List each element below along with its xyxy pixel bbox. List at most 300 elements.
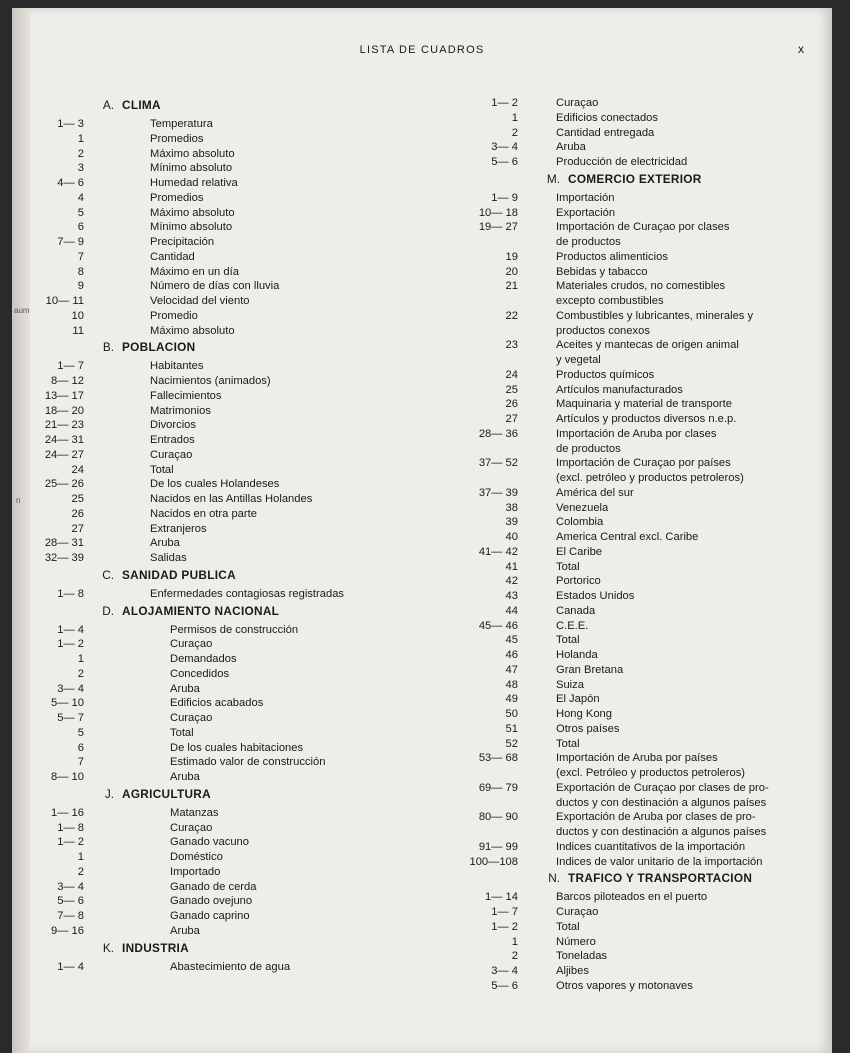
table-entry	[32, 894, 452, 909]
table-title: Importación de Aruba por clases	[556, 427, 717, 440]
section-letter: K.	[102, 940, 114, 955]
table-title: y vegetal	[556, 354, 601, 366]
section-heading	[32, 602, 452, 623]
table-number: 4	[77, 191, 84, 204]
table-entry	[460, 191, 840, 206]
table-entry	[32, 667, 452, 682]
table-number: 10— 18	[478, 206, 518, 219]
table-entry	[32, 696, 452, 711]
table-title: Maquinaria y material de transporte	[556, 398, 732, 411]
table-entry	[32, 191, 452, 206]
section-letter: A.	[102, 98, 114, 112]
table-title: (excl. Petróleo y productos petroleros)	[556, 767, 746, 779]
table-number: 5— 10	[51, 697, 84, 710]
section-title: AGRICULTURA	[122, 786, 211, 801]
table-title: Nacimientos (animados)	[150, 375, 271, 387]
table-title: Total	[170, 726, 194, 739]
table-number: 52	[505, 737, 518, 750]
table-title: Total	[150, 463, 174, 476]
table-number: 19— 27	[478, 221, 518, 234]
table-number: 1— 7	[57, 360, 84, 373]
table-title: Máximo en un día	[150, 265, 239, 278]
table-number: 24	[71, 463, 84, 476]
table-entry	[460, 111, 840, 126]
table-title: Productos químicos	[556, 368, 655, 381]
table-number: 45	[505, 634, 518, 647]
table-number	[460, 796, 518, 811]
table-entry	[32, 507, 452, 522]
table-number: 3— 4	[491, 141, 518, 154]
table-entry	[460, 250, 840, 265]
section-title: POBLACION	[122, 340, 196, 355]
table-title: Ganado vacuno	[170, 836, 249, 849]
table-entry	[460, 294, 840, 309]
table-entry	[460, 825, 840, 840]
table-title: Aruba	[170, 924, 200, 937]
table-entry	[460, 604, 840, 619]
table-entry	[460, 949, 840, 964]
table-entry	[460, 905, 840, 920]
table-number: 40	[505, 531, 518, 543]
table-title: Abastecimiento de agua	[170, 960, 291, 973]
table-title: Demandados	[170, 653, 237, 665]
table-number: 42	[505, 575, 518, 588]
table-entry	[460, 353, 840, 368]
table-title: Suiza	[556, 678, 584, 691]
table-title: Curaçao	[170, 638, 213, 651]
table-number: 3— 4	[491, 965, 518, 977]
table-title: Materiales crudos, no comestibles	[556, 280, 726, 293]
table-number: 25	[505, 383, 518, 396]
table-title: Matrimonios	[150, 404, 211, 417]
table-entry	[460, 890, 840, 905]
table-number: 23	[505, 339, 518, 352]
table-entry	[460, 397, 840, 412]
table-title: Mínimo absoluto	[150, 162, 233, 175]
table-entry	[32, 522, 452, 537]
table-entry	[32, 770, 452, 785]
right-column	[460, 96, 840, 994]
table-number: 2	[77, 147, 84, 160]
table-entry	[460, 442, 840, 457]
table-number	[460, 471, 518, 486]
table-entry	[460, 692, 840, 707]
table-entry	[460, 515, 840, 530]
table-entry	[32, 117, 452, 132]
table-title: Exportación de Aruba por clases de pro-	[556, 811, 756, 824]
table-entry	[460, 427, 840, 442]
table-title: Cantidad	[150, 250, 195, 263]
section-title: COMERCIO EXTERIOR	[568, 171, 702, 186]
table-entry	[32, 924, 452, 939]
table-number: 32— 39	[44, 552, 84, 564]
table-entry	[32, 726, 452, 741]
table-entry	[32, 448, 452, 463]
table-entry	[32, 909, 452, 924]
table-number: 1	[77, 132, 84, 145]
table-title: Combustibles y lubricantes, minerales y	[556, 309, 754, 322]
table-title: Otros vapores y motonaves	[556, 979, 693, 992]
table-entry	[460, 678, 840, 693]
section-heading	[32, 96, 452, 117]
table-entry	[460, 633, 840, 648]
table-entry	[460, 530, 840, 545]
table-entry	[460, 265, 840, 280]
table-number: 50	[505, 708, 518, 720]
table-number: 8— 12	[51, 375, 84, 387]
table-number: 4— 6	[57, 177, 84, 189]
table-title: Aceites y mantecas de origen animal	[556, 339, 739, 352]
table-title: Fallecimientos	[150, 389, 222, 402]
table-title: Artículos y productos diversos n.e.p.	[556, 413, 737, 425]
table-entry	[32, 433, 452, 448]
table-number: 8	[77, 265, 84, 278]
table-entry	[460, 383, 840, 398]
table-title: Importación	[556, 191, 615, 204]
table-entry	[460, 279, 840, 294]
table-title: Curaçao	[556, 97, 599, 109]
table-title: Estimado valor de construcción	[170, 756, 326, 769]
table-title: Total	[556, 920, 580, 933]
table-title: Edificios acabados	[170, 697, 264, 710]
section-title: ALOJAMIENTO NACIONAL	[122, 603, 280, 618]
table-entry	[32, 477, 452, 492]
table-number: 7	[77, 250, 84, 263]
table-number: 10— 11	[45, 295, 84, 307]
table-number: 25— 26	[44, 478, 84, 491]
margin-mark: aum	[14, 306, 30, 315]
table-number: 38	[505, 501, 518, 514]
table-number: 100—108	[469, 855, 518, 868]
table-number: 1— 4	[57, 623, 84, 636]
table-title: Entrados	[150, 434, 195, 446]
table-entry	[460, 368, 840, 383]
table-entry	[32, 418, 452, 433]
table-number: 91— 99	[478, 840, 518, 853]
table-number: 39	[505, 516, 518, 529]
table-title: Edificios conectados	[556, 111, 658, 124]
table-number: 1— 2	[57, 836, 84, 849]
table-title: Salidas	[150, 552, 187, 564]
table-number: 2	[77, 865, 84, 878]
table-entry	[32, 806, 452, 821]
table-number: 27	[71, 522, 84, 535]
table-title: de productos	[556, 236, 621, 248]
table-title: Aruba	[170, 771, 200, 783]
table-title: Aruba	[556, 141, 586, 154]
table-title: Promedios	[150, 191, 204, 204]
table-entry	[460, 810, 840, 825]
table-number: 1— 2	[491, 97, 518, 109]
section-letter: J.	[104, 786, 114, 801]
table-title: Exportación de Curaçao por clases de pro-	[556, 781, 769, 794]
table-entry	[32, 324, 452, 339]
table-number: 47	[505, 663, 518, 676]
table-entry	[32, 711, 452, 726]
table-entry	[32, 880, 452, 895]
table-title: Nacidos en otra parte	[150, 507, 257, 520]
table-number: 28— 36	[478, 427, 518, 440]
table-title: C.E.E.	[556, 619, 589, 632]
table-title: De los cuales habitaciones	[170, 741, 304, 754]
table-entry	[460, 412, 840, 427]
section-heading	[460, 869, 840, 890]
table-number: 5— 6	[491, 156, 518, 168]
table-title: Portorico	[556, 575, 601, 588]
table-number: 80— 90	[478, 811, 518, 824]
table-entry	[460, 471, 840, 486]
table-number: 43	[505, 590, 518, 602]
table-entry	[32, 279, 452, 294]
table-entry	[460, 920, 840, 935]
table-entry	[460, 545, 840, 560]
table-entry	[460, 979, 840, 994]
table-entry	[460, 840, 840, 855]
table-number: 37— 52	[478, 457, 518, 470]
table-title: Exportación	[556, 206, 616, 219]
table-entry	[460, 574, 840, 589]
table-number: 69— 79	[478, 781, 518, 794]
table-number: 3	[77, 162, 84, 175]
table-number: 1— 4	[57, 960, 84, 973]
table-number: 41	[505, 560, 518, 573]
table-title: Toneladas	[556, 950, 608, 963]
table-entry	[460, 338, 840, 353]
table-number: 25	[71, 493, 84, 505]
table-title: Venezuela	[556, 501, 609, 514]
table-number	[460, 825, 518, 840]
table-number	[460, 442, 518, 457]
table-entry	[460, 96, 840, 111]
table-title: Gran Bretana	[556, 663, 624, 676]
table-title: Total	[556, 560, 580, 573]
table-entry	[32, 835, 452, 850]
table-entry	[460, 309, 840, 324]
page-title: LISTA DE CUADROS	[359, 44, 485, 56]
table-number: 1— 9	[491, 191, 518, 204]
table-number: 11	[72, 324, 84, 337]
table-title: Productos alimenticios	[556, 250, 668, 263]
table-number: 1— 8	[57, 587, 84, 600]
table-title: Permisos de construcción	[170, 623, 299, 636]
table-title: Aljibes	[556, 965, 589, 977]
table-title: (excl. petróleo y productos petroleros)	[556, 472, 744, 484]
table-entry	[32, 176, 452, 191]
table-title: El Japón	[556, 693, 600, 706]
table-entry	[460, 501, 840, 516]
table-number: 37— 39	[478, 486, 518, 499]
table-number: 1— 2	[491, 920, 518, 933]
table-entry	[32, 623, 452, 638]
table-title: Promedio	[150, 309, 198, 322]
table-title: de productos	[556, 442, 621, 455]
table-number: 21— 23	[44, 419, 84, 432]
table-title: Ganado caprino	[170, 910, 250, 922]
left-column	[32, 96, 452, 974]
table-number: 1— 2	[57, 638, 84, 651]
table-number: 2	[511, 950, 518, 963]
table-number: 6	[77, 221, 84, 234]
table-entry	[32, 755, 452, 770]
table-title: Colombia	[556, 516, 604, 529]
table-title: Barcos piloteados en el puerto	[556, 891, 708, 904]
table-entry	[460, 751, 840, 766]
table-entry	[460, 766, 840, 781]
table-number: 27	[505, 413, 518, 425]
table-entry	[32, 359, 452, 374]
table-title: Concedidos	[170, 667, 230, 680]
table-title: Artículos manufacturados	[556, 383, 683, 396]
section-heading	[32, 785, 452, 806]
table-title: Temperatura	[150, 118, 213, 130]
table-number: 48	[505, 678, 518, 691]
table-number: 7— 8	[57, 910, 84, 922]
table-title: Cantidad entregada	[556, 126, 655, 139]
table-entry	[32, 250, 452, 265]
table-title: Importación de Aruba por países	[556, 752, 718, 765]
section-title: INDUSTRIA	[122, 940, 189, 955]
table-title: Enfermedades contagiosas registradas	[150, 587, 345, 600]
table-number: 7— 9	[57, 236, 84, 248]
table-title: productos conexos	[556, 324, 650, 337]
table-number: 1— 8	[57, 821, 84, 834]
table-number: 46	[505, 649, 518, 661]
table-number	[460, 294, 518, 309]
table-entry	[460, 456, 840, 471]
table-title: Indices cuantitativos de la importación	[556, 840, 746, 853]
table-number: 6	[77, 741, 84, 754]
table-title: El Caribe	[556, 545, 603, 558]
table-entry	[460, 935, 840, 950]
table-number	[460, 353, 518, 368]
table-entry	[32, 960, 452, 975]
table-number: 28— 31	[44, 537, 84, 550]
table-number	[460, 766, 518, 781]
table-number: 8— 10	[51, 771, 84, 783]
table-title: Habitantes	[150, 360, 204, 373]
table-title: Bebidas y tabacco	[556, 265, 648, 278]
table-entry	[32, 161, 452, 176]
table-number: 5— 7	[57, 712, 84, 724]
document-page	[12, 8, 832, 1053]
table-entry	[32, 374, 452, 389]
table-title: Extranjeros	[150, 522, 207, 535]
table-entry	[460, 220, 840, 235]
table-title: Número de días con lluvia	[150, 280, 280, 293]
table-title: Total	[556, 737, 580, 750]
table-entry	[460, 126, 840, 141]
table-entry	[460, 722, 840, 737]
table-entry	[32, 821, 452, 836]
table-title: excepto combustibles	[556, 295, 664, 307]
table-number: 19	[505, 250, 518, 263]
section-title: TRAFICO Y TRANSPORTACION	[568, 871, 753, 886]
table-title: Máximo absoluto	[150, 324, 235, 337]
table-entry	[32, 536, 452, 551]
section-letter: N.	[548, 871, 560, 886]
table-entry	[32, 265, 452, 280]
section-title: SANIDAD PUBLICA	[122, 567, 236, 582]
table-entry	[32, 132, 452, 147]
table-entry	[460, 155, 840, 170]
table-number: 20	[505, 265, 518, 278]
page-number: x	[798, 42, 804, 56]
table-title: Matanzas	[170, 806, 219, 819]
table-number: 9— 16	[51, 924, 84, 937]
table-entry	[460, 781, 840, 796]
table-entry	[460, 235, 840, 250]
table-entry	[460, 663, 840, 678]
table-title: Curaçao	[556, 906, 599, 918]
table-title: Velocidad del viento	[150, 295, 250, 307]
table-entry	[32, 551, 452, 566]
table-title: Ganado ovejuno	[170, 895, 253, 908]
table-number: 41— 42	[478, 545, 518, 558]
table-number: 1	[77, 851, 84, 863]
section-heading	[32, 939, 452, 960]
table-title: Divorcios	[150, 419, 197, 432]
table-entry	[32, 492, 452, 507]
table-number: 5	[77, 206, 84, 219]
table-title: Humedad relativa	[150, 177, 238, 189]
table-entry	[32, 463, 452, 478]
table-title: Indices de valor unitario de la importación	[556, 855, 763, 868]
table-title: Máximo absoluto	[150, 147, 235, 160]
table-number: 18— 20	[44, 404, 84, 417]
table-number: 22	[505, 309, 518, 322]
table-title: Aruba	[170, 682, 200, 695]
table-title: Nacidos en las Antillas Holandes	[150, 493, 313, 505]
table-entry	[460, 619, 840, 634]
binding-gutter	[12, 8, 30, 1053]
table-title: Importado	[170, 865, 221, 878]
table-title: Total	[556, 634, 580, 647]
table-title: Importación de Curaçao por países	[556, 457, 731, 470]
table-title: De los cuales Holandeses	[150, 478, 280, 491]
table-entry	[460, 707, 840, 722]
table-number: 24— 31	[44, 434, 84, 446]
table-number: 21	[505, 280, 518, 293]
table-entry	[32, 389, 452, 404]
table-number: 9	[77, 280, 84, 293]
table-title: Estados Unidos	[556, 590, 635, 602]
table-title: Importación de Curaçao por clases	[556, 221, 730, 234]
table-title: Máximo absoluto	[150, 206, 235, 219]
table-entry	[32, 235, 452, 250]
section-letter: M.	[546, 171, 560, 186]
table-number: 5— 6	[491, 979, 518, 992]
table-number: 3— 4	[57, 682, 84, 695]
table-number: 1— 7	[491, 906, 518, 918]
table-number: 13— 17	[44, 389, 84, 402]
table-number: 1	[511, 935, 518, 948]
table-entry	[460, 796, 840, 811]
table-number: 1— 3	[57, 118, 84, 130]
table-entry	[460, 324, 840, 339]
table-entry	[32, 637, 452, 652]
table-title: America Central excl. Caribe	[556, 531, 699, 543]
table-title: Promedios	[150, 132, 204, 145]
table-number: 1	[511, 111, 518, 124]
table-number: 51	[505, 722, 518, 735]
table-title: Curaçao	[170, 821, 213, 834]
section-heading	[32, 338, 452, 359]
table-entry	[32, 206, 452, 221]
table-entry	[32, 682, 452, 697]
table-entry	[32, 587, 452, 602]
table-number: 7	[77, 756, 84, 769]
table-number: 2	[77, 667, 84, 680]
